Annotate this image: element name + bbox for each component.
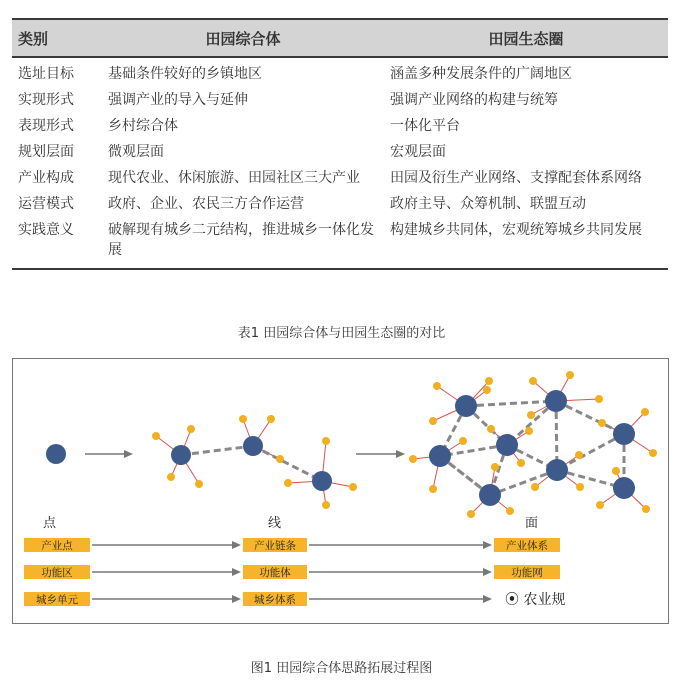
satellite-dot (529, 377, 537, 385)
table-header-row (12, 19, 668, 57)
node-network (546, 459, 568, 481)
satellite-dot (429, 485, 437, 493)
row-complex: 现代农业、休闲旅游、田园社区三大产业 (108, 170, 360, 186)
satellite-dot (187, 425, 195, 433)
satellite-dot (525, 427, 533, 435)
satellite-dot (506, 507, 514, 515)
node-point (46, 444, 66, 464)
table-row (12, 217, 668, 269)
comparison-table-container (12, 18, 668, 270)
node-line (171, 445, 191, 465)
row-complex: 基础条件较好的乡镇地区 (108, 66, 262, 82)
table-body (12, 57, 668, 269)
satellite-dot (596, 501, 604, 509)
satellite-dot (576, 483, 584, 491)
dashed-link (557, 434, 624, 470)
tag-arrow-head (232, 541, 241, 549)
node-line (243, 436, 263, 456)
satellite-dot (152, 432, 160, 440)
satellite-dot (517, 459, 525, 467)
tag-arrow-head (232, 595, 241, 603)
arrow-stage2-head (396, 450, 405, 458)
wechat-icon: ⦿ (505, 592, 519, 608)
dashed-link (466, 401, 556, 406)
satellite-dot (433, 382, 441, 390)
row-ecosphere: 一体化平台 (390, 118, 460, 134)
tag-label: 产业点 (41, 540, 73, 552)
satellite-dot (531, 483, 539, 491)
stage-label: 点 (43, 516, 57, 531)
table-row (12, 165, 668, 191)
satellite-dot (641, 408, 649, 416)
arrow-stage1-head (124, 450, 133, 458)
tag-label: 城乡单元 (36, 594, 78, 606)
row-complex: 强调产业的导入与延伸 (108, 92, 248, 108)
watermark-text: 农业规 (523, 592, 566, 608)
row-ecosphere: 构建城乡共同体，宏观统筹城乡共同发展 (390, 222, 642, 238)
satellite-dot (642, 505, 650, 513)
node-network (429, 445, 451, 467)
table-caption: 表1 田园综合体与田园生态圈的对比 (237, 326, 446, 341)
table-row (12, 191, 668, 217)
satellite-dot (195, 480, 203, 488)
tag-label: 产业链条 (254, 540, 296, 552)
stage-label: 线 (268, 516, 282, 531)
tag-label: 城乡体系 (254, 594, 296, 606)
row-ecosphere: 涵盖多种发展条件的广阔地区 (390, 66, 572, 82)
row-complex: 政府、企业、农民三方合作运营 (108, 196, 304, 212)
row-complex: 乡村综合体 (108, 118, 178, 134)
satellite-dot (459, 437, 467, 445)
comparison-table (12, 18, 668, 270)
header-complex: 田园综合体 (205, 29, 281, 48)
satellite-dot (649, 449, 657, 457)
satellite-dot (267, 415, 275, 423)
satellite-dot (167, 473, 175, 481)
satellite-dot (491, 463, 499, 471)
watermark (505, 589, 565, 609)
row-category: 规划层面 (18, 144, 74, 160)
row-ecosphere: 田园及衍生产业网络、支撑配套体系网络 (390, 170, 642, 186)
satellite-dot (566, 371, 574, 379)
satellite-dot (409, 455, 417, 463)
table-row (12, 57, 668, 87)
satellite-dot (595, 395, 603, 403)
satellite-dot (527, 411, 535, 419)
node-network (455, 395, 477, 417)
satellite-dot (487, 425, 495, 433)
satellite-dot (575, 451, 583, 459)
tag-arrow-head (483, 541, 492, 549)
row-category: 实践意义 (18, 222, 74, 238)
row-category: 选址目标 (18, 66, 74, 82)
stage-label: 面 (525, 516, 539, 531)
tag-label: 功能区 (41, 567, 73, 579)
row-category: 实现形式 (18, 92, 74, 108)
row-category: 运营模式 (18, 196, 74, 212)
table-row (12, 87, 668, 113)
node-network (545, 390, 567, 412)
satellite-dot (485, 377, 493, 385)
tag-label: 功能体 (259, 567, 291, 579)
node-network (479, 484, 501, 506)
row-complex: 微观层面 (108, 144, 164, 160)
process-figure (12, 358, 669, 624)
satellite-dot (467, 510, 475, 518)
satellite-dot (322, 501, 330, 509)
node-network (613, 423, 635, 445)
node-network (496, 434, 518, 456)
row-ecosphere: 政府主导、众筹机制、联盟互动 (390, 196, 586, 212)
satellite-dot (322, 437, 330, 445)
table-row (12, 113, 668, 139)
satellite-dot (429, 417, 437, 425)
row-ecosphere: 强调产业网络的构建与统筹 (390, 92, 558, 108)
satellite-dot (284, 479, 292, 487)
row-complex: 破解现有城乡二元结构，推进城乡一体化发展 (108, 222, 374, 258)
tag-label: 功能网 (511, 567, 543, 579)
satellite-dot (276, 455, 284, 463)
row-ecosphere: 宏观层面 (390, 144, 446, 160)
satellite-dot (483, 386, 491, 394)
dashed-link (253, 446, 322, 481)
node-network (613, 477, 635, 499)
dashed-link (181, 446, 253, 455)
table-row (12, 139, 668, 165)
satellite-dot (239, 415, 247, 423)
network-diagram (13, 359, 668, 623)
row-category: 产业构成 (18, 170, 74, 186)
satellite-dot (598, 419, 606, 427)
satellite-dot (612, 467, 620, 475)
node-line (312, 471, 332, 491)
tag-arrow-head (232, 568, 241, 576)
tag-arrow-head (483, 568, 492, 576)
tag-label: 产业体系 (506, 540, 548, 552)
header-category: 类别 (18, 29, 49, 48)
header-ecosphere: 田园生态圈 (488, 29, 564, 48)
satellite-dot (349, 483, 357, 491)
row-category: 表现形式 (18, 118, 74, 134)
tag-arrow-head (483, 595, 492, 603)
figure-caption: 图1 田园综合体思路拓展过程图 (250, 661, 433, 676)
